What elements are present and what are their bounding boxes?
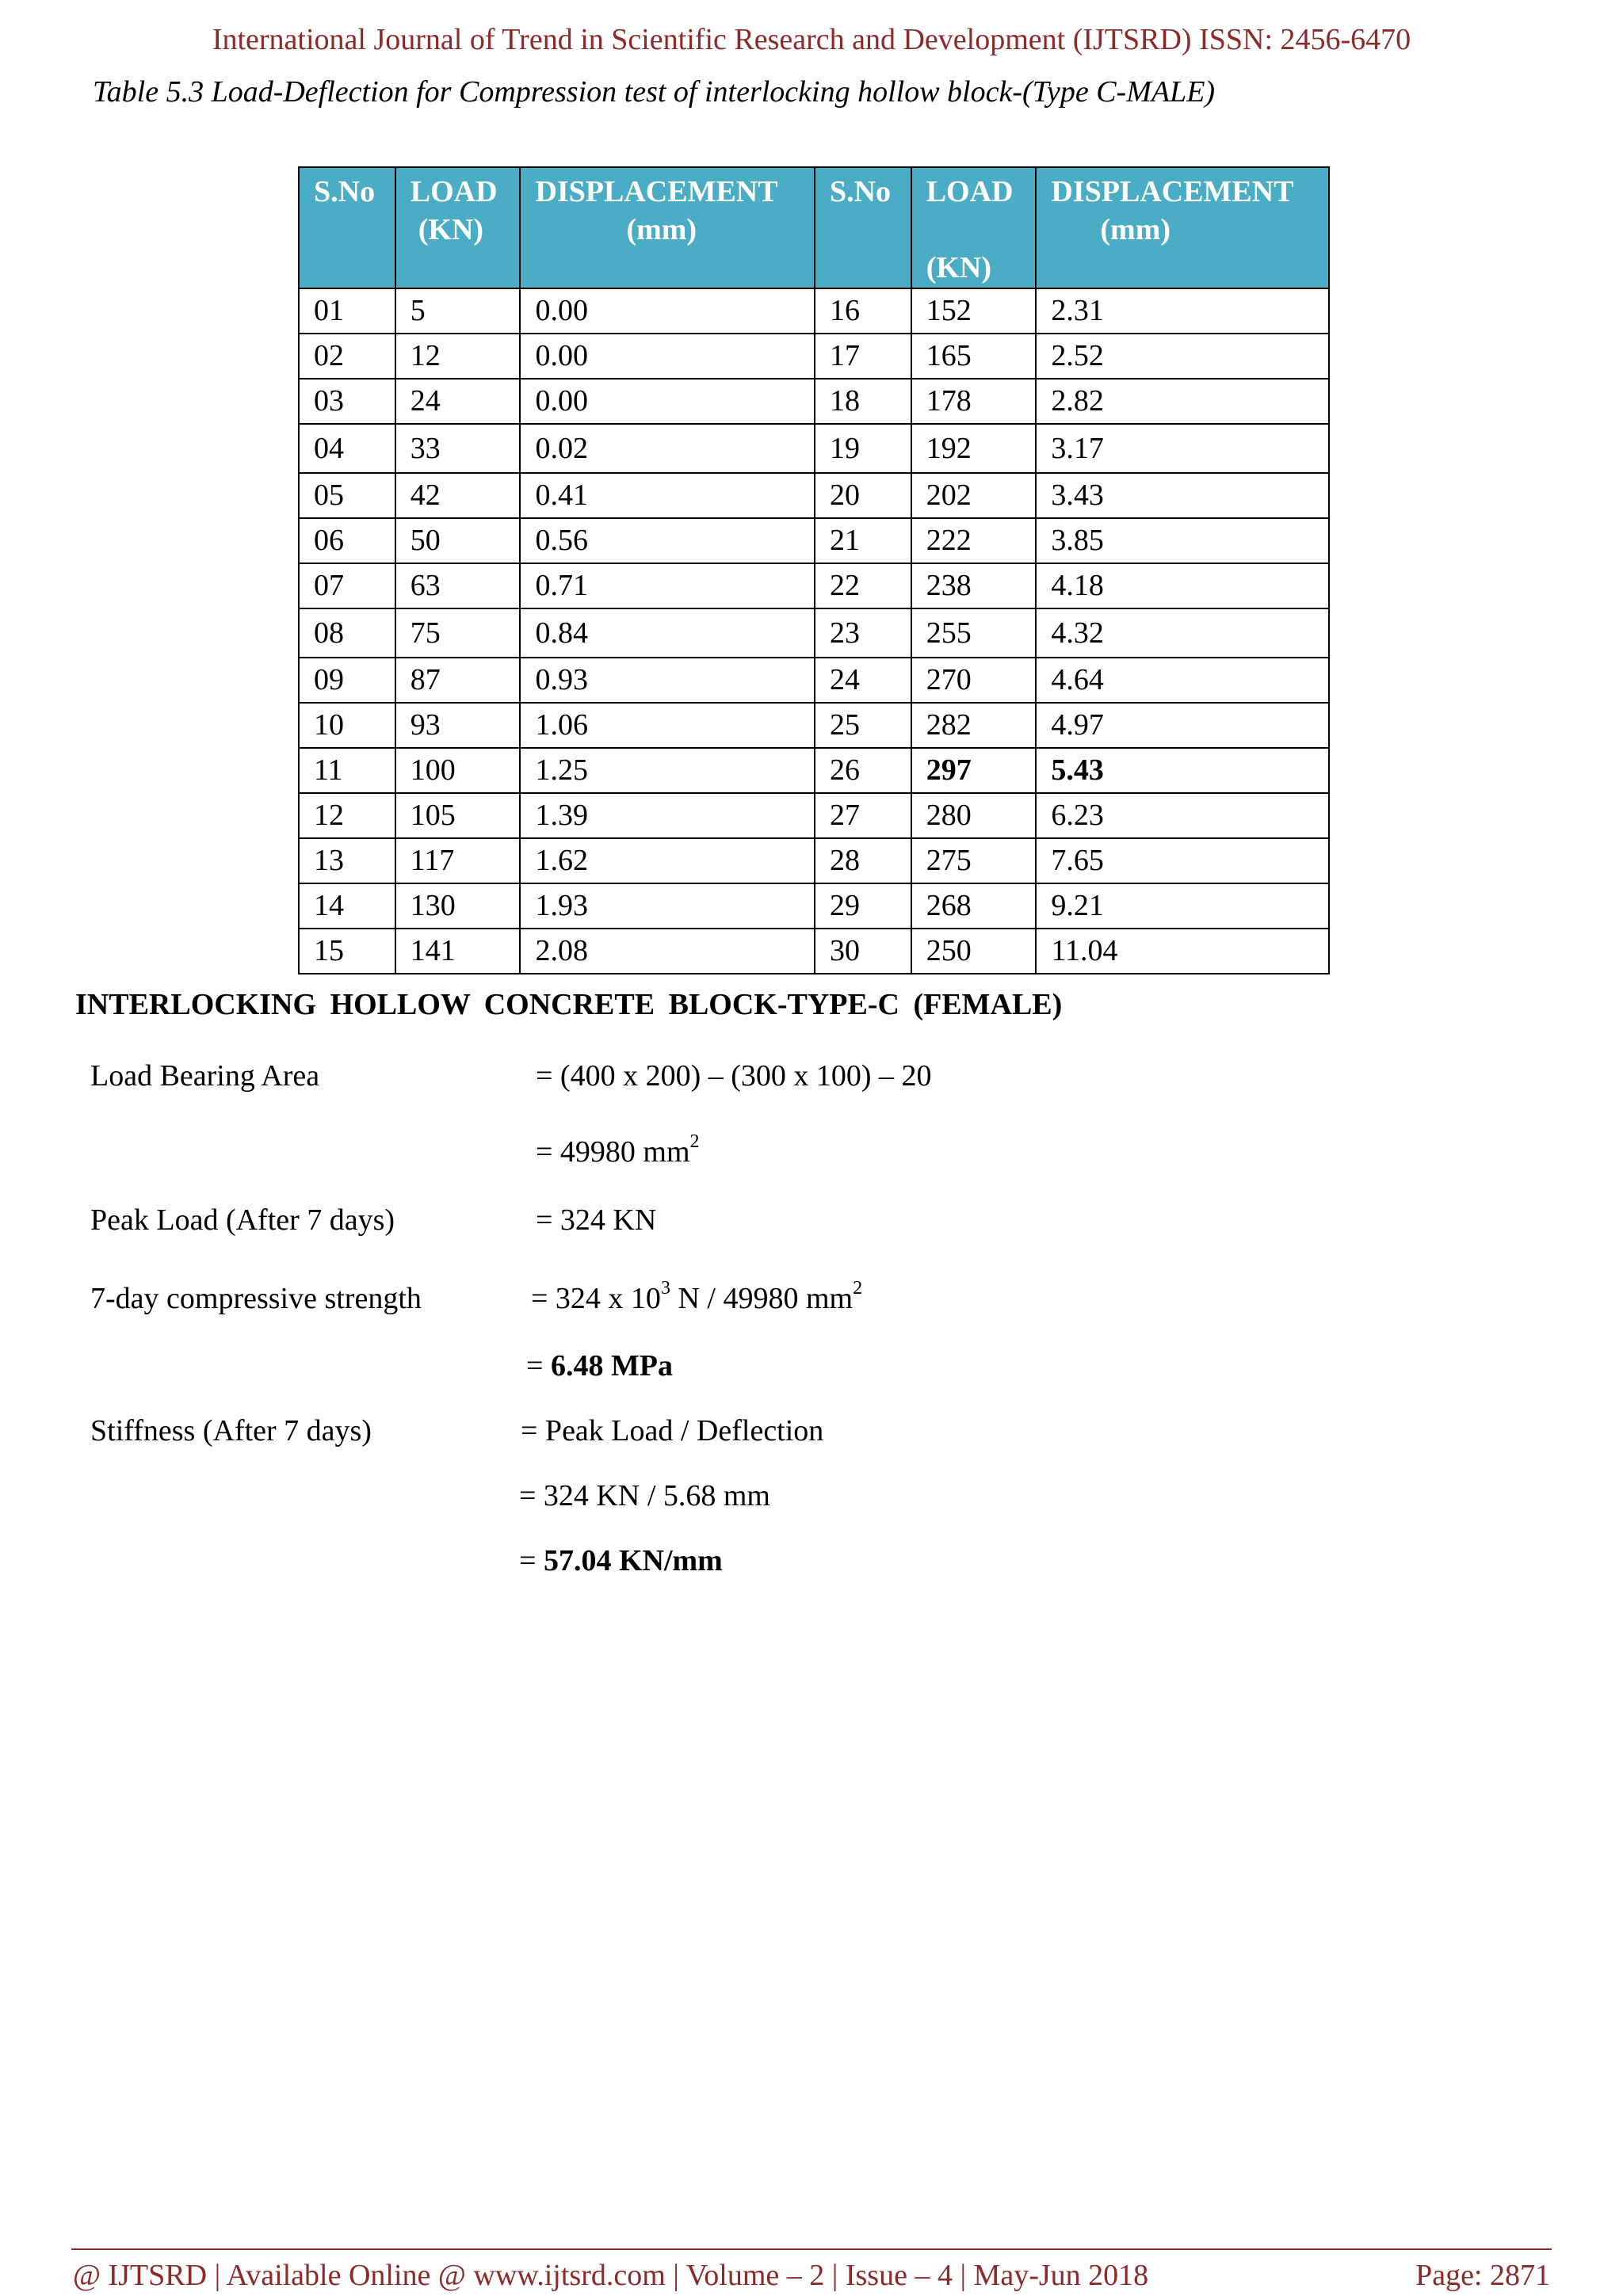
table-cell: 2.52	[1036, 334, 1329, 379]
table-cell: 29	[815, 883, 911, 929]
table-cell: 5.43	[1036, 748, 1329, 793]
table-cell: 3.17	[1036, 424, 1329, 473]
load-deflection-table	[298, 166, 1330, 974]
table-cell: 117	[395, 838, 521, 883]
journal-header: International Journal of Trend in Scientific Research and Development (IJTSRD) ISSN: 2456-6470	[212, 23, 1411, 56]
table-row	[299, 658, 1329, 703]
col-sno-2: S.No	[815, 167, 911, 288]
table-cell: 238	[911, 563, 1037, 608]
table-row	[299, 563, 1329, 608]
table-cell: 42	[395, 473, 521, 518]
table-cell: 24	[815, 658, 911, 703]
load-bearing-area-label: Load Bearing Area	[90, 1059, 320, 1093]
table-cell: 06	[299, 518, 395, 563]
table-cell: 93	[395, 703, 521, 748]
table-cell: 1.39	[520, 793, 815, 838]
table-cell: 09	[299, 658, 395, 703]
table-row	[299, 608, 1329, 658]
table-cell: 02	[299, 334, 395, 379]
col-displacement-2: DISPLACEMENT (mm)	[1036, 167, 1329, 288]
table-cell: 4.18	[1036, 563, 1329, 608]
table-row	[299, 473, 1329, 518]
table-cell: 05	[299, 473, 395, 518]
table-cell: 26	[815, 748, 911, 793]
table-cell: 01	[299, 288, 395, 334]
table-cell: 0.00	[520, 334, 815, 379]
table-row	[299, 288, 1329, 334]
table-row	[299, 518, 1329, 563]
table-cell: 0.02	[520, 424, 815, 473]
table-caption: Table 5.3 Load-Deflection for Compression test of interlocking hollow block-(Type C-MALE)	[93, 75, 1216, 109]
table-cell: 2.31	[1036, 288, 1329, 334]
col-load-2: LOAD (KN)	[911, 167, 1037, 288]
strength-equation: = 324 x $10^3$ N / 49980 $mm^2$	[531, 1278, 863, 1315]
table-cell: 178	[911, 379, 1037, 424]
table-row	[299, 838, 1329, 883]
load-bearing-area-eq2: = 49980 $mm^2$	[536, 1131, 700, 1169]
table-cell: 24	[395, 379, 521, 424]
table-cell: 268	[911, 883, 1037, 929]
table-cell: 5	[395, 288, 521, 334]
table-cell: 6.23	[1036, 793, 1329, 838]
table-cell: 2.08	[520, 929, 815, 974]
table-cell: 4.64	[1036, 658, 1329, 703]
table-cell: 130	[395, 883, 521, 929]
table-cell: 14	[299, 883, 395, 929]
table-cell: 100	[395, 748, 521, 793]
stiffness-result: = 57.04 KN/mm	[519, 1544, 723, 1577]
stiffness-label: Stiffness (After 7 days)	[90, 1414, 372, 1447]
table-cell: 03	[299, 379, 395, 424]
table-cell: 0.84	[520, 608, 815, 658]
footer-left-text: @ IJTSRD | Available Online @ www.ijtsrd.com | Volume – 2 | Issue – 4 | May-Jun 2018	[73, 2259, 1149, 2292]
table-cell: 0.00	[520, 379, 815, 424]
table-cell: 3.85	[1036, 518, 1329, 563]
table-cell: 30	[815, 929, 911, 974]
table-cell: 255	[911, 608, 1037, 658]
page-number: Page: 2871	[1415, 2259, 1550, 2292]
table-cell: 28	[815, 838, 911, 883]
table-row	[299, 883, 1329, 929]
table-cell: 0.93	[520, 658, 815, 703]
table-cell: 1.93	[520, 883, 815, 929]
table-cell: 282	[911, 703, 1037, 748]
table-cell: 33	[395, 424, 521, 473]
table-row	[299, 793, 1329, 838]
table-cell: 15	[299, 929, 395, 974]
table-cell: 1.25	[520, 748, 815, 793]
table-cell: 3.43	[1036, 473, 1329, 518]
table-cell: 7.65	[1036, 838, 1329, 883]
table-cell: 04	[299, 424, 395, 473]
table-row	[299, 424, 1329, 473]
table-cell: 50	[395, 518, 521, 563]
table-cell: 0.41	[520, 473, 815, 518]
table-cell: 280	[911, 793, 1037, 838]
table-cell: 18	[815, 379, 911, 424]
table-cell: 141	[395, 929, 521, 974]
table-cell: 9.21	[1036, 883, 1329, 929]
table-cell: 21	[815, 518, 911, 563]
table-cell: 07	[299, 563, 395, 608]
table-cell: 2.82	[1036, 379, 1329, 424]
col-displacement-1: DISPLACEMENT (mm)	[520, 167, 815, 288]
table-cell: 12	[395, 334, 521, 379]
footer-rule	[71, 2248, 1552, 2250]
section-heading: INTERLOCKING HOLLOW CONCRETE BLOCK-TYPE-C (FEMALE)	[75, 988, 1063, 1021]
table-cell: 1.62	[520, 838, 815, 883]
table-cell: 0.00	[520, 288, 815, 334]
col-sno-1: S.No	[299, 167, 395, 288]
table-cell: 192	[911, 424, 1037, 473]
table-cell: 17	[815, 334, 911, 379]
table-cell: 22	[815, 563, 911, 608]
table-cell: 250	[911, 929, 1037, 974]
table-cell: 165	[911, 334, 1037, 379]
peak-load-label: Peak Load (After 7 days)	[90, 1203, 395, 1237]
table-cell: 202	[911, 473, 1037, 518]
table-cell: 105	[395, 793, 521, 838]
stiffness-eq1: = Peak Load / Deflection	[521, 1414, 824, 1447]
table-row	[299, 379, 1329, 424]
table-cell: 275	[911, 838, 1037, 883]
table-row	[299, 748, 1329, 793]
col-load-1: LOAD (KN)	[395, 167, 521, 288]
table-cell: 152	[911, 288, 1037, 334]
strength-label: 7-day compressive strength	[90, 1282, 422, 1315]
table-cell: 222	[911, 518, 1037, 563]
strength-result: = 6.48 MPa	[526, 1349, 674, 1383]
table-header-row	[299, 167, 1329, 288]
table-cell: 20	[815, 473, 911, 518]
load-bearing-area-eq1: = (400 x 200) – (300 x 100) – 20	[536, 1059, 932, 1093]
table-cell: 1.06	[520, 703, 815, 748]
peak-load-value: = 324 KN	[536, 1203, 657, 1237]
table-cell: 297	[911, 748, 1037, 793]
table-cell: 0.71	[520, 563, 815, 608]
table-cell: 13	[299, 838, 395, 883]
table-cell: 87	[395, 658, 521, 703]
table-cell: 0.56	[520, 518, 815, 563]
table-cell: 4.97	[1036, 703, 1329, 748]
table-cell: 270	[911, 658, 1037, 703]
table-row	[299, 334, 1329, 379]
table-cell: 25	[815, 703, 911, 748]
table-row	[299, 703, 1329, 748]
table-cell: 08	[299, 608, 395, 658]
table-cell: 27	[815, 793, 911, 838]
table-cell: 63	[395, 563, 521, 608]
table-cell: 75	[395, 608, 521, 658]
table-row	[299, 929, 1329, 974]
table-cell: 16	[815, 288, 911, 334]
table-cell: 23	[815, 608, 911, 658]
table-cell: 12	[299, 793, 395, 838]
stiffness-eq2: = 324 KN / 5.68 mm	[519, 1479, 770, 1512]
table-cell: 11	[299, 748, 395, 793]
table-cell: 19	[815, 424, 911, 473]
table-cell: 10	[299, 703, 395, 748]
table-cell: 4.32	[1036, 608, 1329, 658]
table-cell: 11.04	[1036, 929, 1329, 974]
